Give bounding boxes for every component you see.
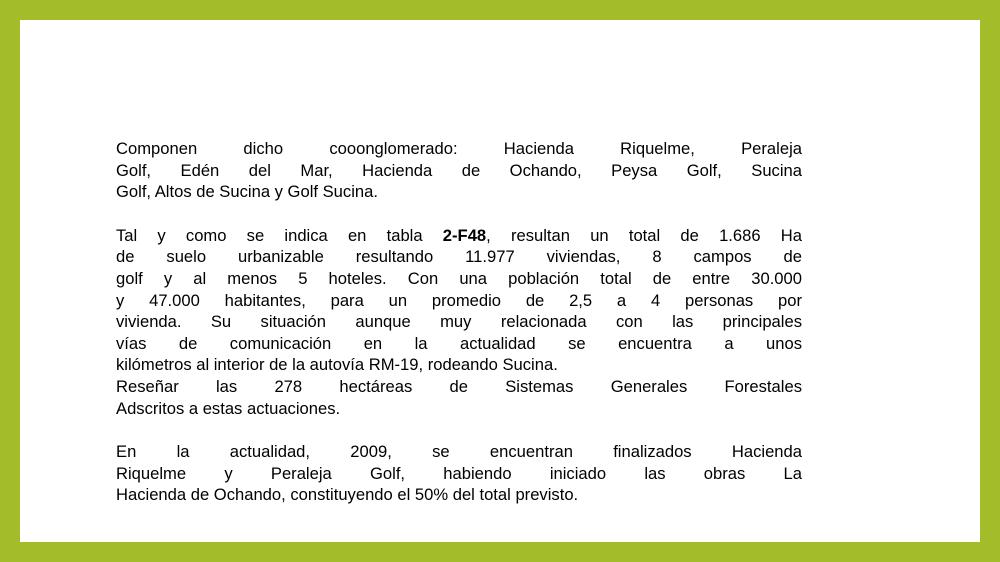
text-line: Riquelme y Peraleja Golf, habiendo iniciado las obras La — [116, 463, 802, 483]
text-line: vivienda. Su situación aunque muy relacionada con las principales — [116, 312, 802, 332]
table-reference: 2-F48 — [442, 225, 487, 245]
slide-page — [20, 20, 980, 542]
text-line: vías de comunicación en la actualidad se encuentra a unos — [116, 333, 802, 353]
text-line: Reseñar las 278 hectáreas de Sistemas Generales Forestales — [116, 376, 802, 396]
paragraph-forest-systems — [116, 376, 802, 419]
paragraph-conglomerate — [116, 138, 802, 203]
text-line — [116, 225, 802, 247]
paragraph-status-2009 — [116, 441, 802, 506]
paragraph-table-summary — [116, 225, 802, 376]
text-segment: , resultan un total de 1.686 Ha — [486, 225, 802, 245]
text-line: En la actualidad, 2009, se encuentran finalizados Hacienda — [116, 442, 802, 462]
text-line: de suelo urbanizable resultando 11.977 viviendas, 8 campos de — [116, 247, 802, 267]
body-text — [116, 138, 802, 506]
text-line: Golf, Edén del Mar, Hacienda de Ochando, Peysa Golf, Sucina — [116, 160, 802, 180]
text-line: y 47.000 habitantes, para un promedio de 2,5 a 4 personas por — [116, 290, 802, 310]
text-line: kilómetros al interior de la autovía RM-19, rodeando Sucina. — [116, 355, 558, 375]
text-line: Hacienda de Ochando, constituyendo el 50% del total previsto. — [116, 485, 579, 505]
text-line: golf y al menos 5 hoteles. Con una población total de entre 30.000 — [116, 268, 802, 288]
text-line: Adscritos a estas actuaciones. — [116, 398, 341, 418]
text-line: Componen dicho cooonglomerado: Hacienda Riquelme, Peraleja — [116, 139, 802, 158]
text-segment: Tal y como se indica en tabla — [116, 225, 443, 245]
text-line: Golf, Altos de Sucina y Golf Sucina. — [116, 182, 378, 202]
